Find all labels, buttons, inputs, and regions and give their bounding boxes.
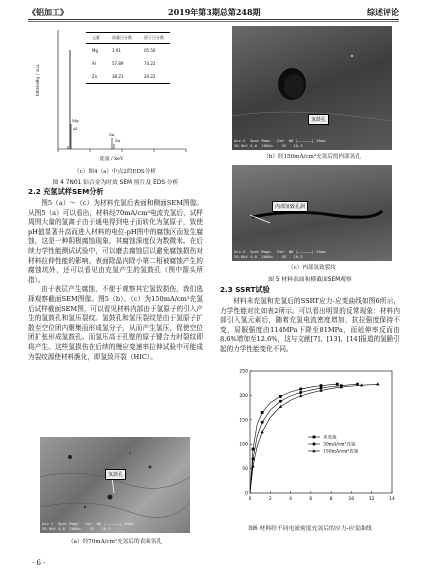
eds-figure xyxy=(36,26,190,166)
hydrogen-blister-label: 氢鼓孔 xyxy=(308,114,329,125)
eds-col-atom: 原子百分数 xyxy=(138,33,170,44)
legend-label: 30mA/cm²充氢 xyxy=(323,442,356,448)
table-cell: 20.22 xyxy=(138,70,170,84)
eds-x-label: 能量 / keV xyxy=(100,157,124,162)
data-point xyxy=(279,405,282,408)
stress-strain-figure xyxy=(228,365,400,515)
data-point xyxy=(376,382,379,385)
table-cell: 05.56 xyxy=(144,48,156,53)
fig6-caption: 图6 材料经不同电流密度充氢后的应力-应变曲线 xyxy=(248,526,372,532)
eds-table-header xyxy=(86,33,170,44)
fig5a-subcaption: （a）经70mA/cm²充氢后的表面氢孔 xyxy=(68,539,162,545)
peak-label-zn2: Zn xyxy=(115,138,121,143)
stress-strain-chart xyxy=(228,365,400,515)
hydrogen-blister-label: 氢鼓孔 xyxy=(105,469,126,480)
data-point xyxy=(299,391,302,394)
legend-marker xyxy=(313,443,316,446)
x-tick-label: 2 xyxy=(268,497,272,502)
eds-col-element: 元素 xyxy=(86,33,106,44)
issue-info: 2019年第3期总第248期 xyxy=(168,7,261,17)
x-tick-label: 8 xyxy=(329,497,333,502)
paragraph: 图5（a）～（c）为材料充氢后表面和侧面SEM图像。从图5（a）可以看出，材料经70mA/cm²电流充氢后，试样周围大量的氢离子由于通电得到电子而转化为氢原子，致使pH值显著升高而进入材料的电位-pH图中的腐蚀区而发生腐蚀，这是一种阴极腐蚀现象，其腐蚀深度仅为数微米。在后续力学性能测试试验中，可以磨去腐蚀层以避免腐蚀损伤对材料拉伸性能的影响。表面除晶内除小第二相被腐蚀产生的腐蚀坑外，还可以看见由充氢产生的氢鼓孔（图中箭头所指）。 xyxy=(28,199,203,284)
x-tick-label: 10 xyxy=(348,497,355,502)
data-point xyxy=(261,430,264,433)
section-name: 综述评论 xyxy=(367,7,399,17)
legend-label: 150mA/cm²充氢 xyxy=(323,449,359,455)
header-rule xyxy=(28,19,399,20)
table-cell: Al xyxy=(92,61,96,66)
eds-col-mass: 质量百分数 xyxy=(106,33,138,44)
fig5c-subcaption: （c）内部氢致裂纹 xyxy=(288,265,336,271)
table-cell: 3.91 xyxy=(112,48,121,53)
series-line xyxy=(250,384,378,493)
paragraph: 由于表层产生腐蚀，不便于观察其它氢致损伤，我们选择观察截面SEM图像。图5（b）、（c）为150mA/cm²充氢后试样截面SEM图，可以看见材料内部由于氢原子的引入产生的氢鼓孔和氢压裂纹。氢鼓孔和氢压裂纹是由于氢原子扩散至空位团内聚集而形成氢分子，从而产生氢压，促使空位团扩张形成氢鼓孔。而氢压高于孔壁的原子键合力时裂纹即将产生。这些氢损伤在后续的慢应变速率拉伸试验中可能成为裂纹源使材料脆化，即氢致开裂（HIC）。 xyxy=(28,285,203,361)
paragraph: 材料未充氢和充氢后的SSRT应力-应变曲线如图6所示，力学性能对比如表2所示。可以看出明显的反常现象：材料内部引入氢元素后，随着充氢电流密度增加，抗拉强度保持不变，屈服强度由114MPa下降至81MPa，而延伸率反而由8.6%增加至12.6%，这与文献[7]、[13]、[14]报道的氢脆引起的力学性能变化不同。 xyxy=(220,297,400,353)
data-point xyxy=(252,448,255,451)
data-point xyxy=(299,388,302,391)
sem-meta: Acc.V Spot Magn Det WD |——————| 20μm 20.0kV 4.0 2000x SE 10.3 xyxy=(42,521,134,531)
section-2-3 xyxy=(220,285,400,355)
table-cell: 57.89 xyxy=(112,61,124,66)
sem-meta: Acc.V Spot Magn Det WD |——————| 20μm 20.0kV 4.0 2000x SE 10.3 xyxy=(234,249,326,259)
table-row xyxy=(86,57,170,70)
table-cell: 74.22 xyxy=(144,61,156,66)
table-row xyxy=(86,44,170,58)
x-tick-label: 12 xyxy=(368,497,375,502)
sem-texture xyxy=(232,165,392,261)
sem-image-surface xyxy=(40,437,190,533)
data-point xyxy=(261,411,264,414)
y-tick-label: 200 xyxy=(239,393,248,399)
fig4-caption: 图 4 7N01 铝合金为时效 SEM 照片及 EDS 分析 xyxy=(52,180,179,186)
peak-label-zn: Zn xyxy=(109,132,115,137)
journal-name: 《铝加工》 xyxy=(28,7,68,17)
legend-marker xyxy=(313,436,316,439)
fig5-caption: 图 5 材料表面和横截面SEM观察 xyxy=(268,277,352,283)
x-tick-label: 6 xyxy=(309,497,313,502)
data-point xyxy=(279,400,282,403)
header-rule-thin xyxy=(28,21,399,22)
x-tick-label: 4 xyxy=(289,497,293,502)
fig5b-subcaption: （b）经150mA/cm²充氢后的内部氢孔 xyxy=(263,154,361,160)
series-line xyxy=(250,384,358,493)
data-point xyxy=(261,421,264,424)
section-2-2 xyxy=(28,187,203,362)
sem-image-internal-crack xyxy=(232,165,392,261)
table-cell: Mg xyxy=(92,48,98,53)
sem-texture xyxy=(40,437,190,533)
legend-label: 未充氢 xyxy=(323,435,337,441)
y-tick-label: 50 xyxy=(242,467,248,473)
x-tick-label: 14 xyxy=(389,497,395,502)
eds-table xyxy=(86,32,170,84)
section-heading: 2.3 SSRT试验 xyxy=(220,285,270,294)
x-tick-label: 0 xyxy=(248,497,252,502)
y-tick-label: 0 xyxy=(245,491,248,497)
sem-image-internal-blister xyxy=(232,26,392,150)
sem-meta: Acc.V Spot Magn Det WD |——————| 20μm 20.0kV 4.0 2000x SE 10.3 xyxy=(234,138,326,148)
sem-texture xyxy=(232,26,392,150)
table-cell: Zn xyxy=(86,70,106,84)
table-cell: 38.21 xyxy=(106,70,138,84)
y-tick-label: 150 xyxy=(239,418,248,424)
peak-label-al: Al xyxy=(73,126,78,131)
eds-y-label: Intensity / a.u. xyxy=(36,63,41,96)
table-row xyxy=(86,70,170,84)
page-number: · 6 · xyxy=(32,559,46,567)
y-tick-label: 100 xyxy=(239,442,248,448)
section-heading: 2.2 充氢试样SEM分析 xyxy=(28,187,104,196)
y-tick-label: 250 xyxy=(239,369,248,375)
data-point xyxy=(279,395,282,398)
peak-label-mg: Mg xyxy=(72,118,79,123)
data-point xyxy=(336,383,339,386)
internal-crack-label: 内部氢致孔洞 xyxy=(272,201,308,212)
fig4c-subcaption: （c）图4（a）中点2的EDS分析 xyxy=(74,169,156,175)
